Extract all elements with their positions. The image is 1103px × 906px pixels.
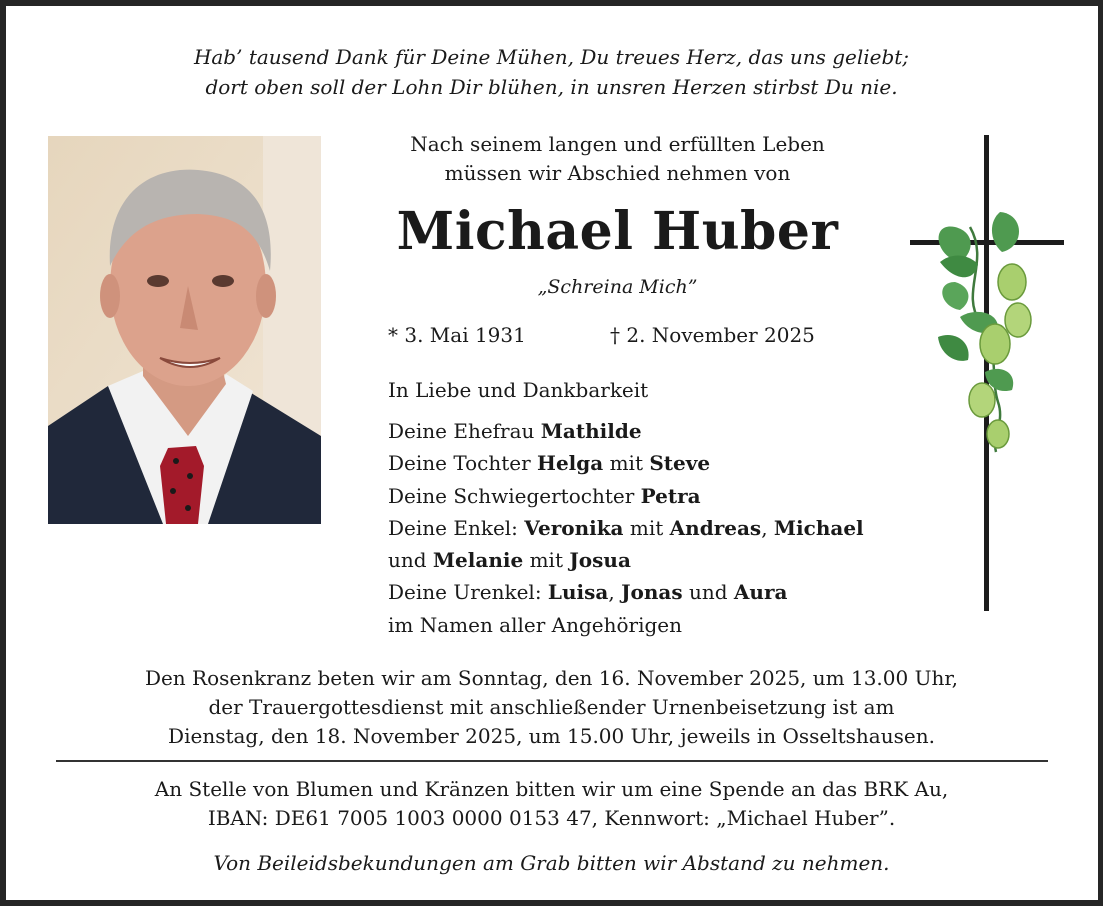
- relation-label: Deine Schwiegertochter: [388, 483, 641, 508]
- relation-label: Deine Urenkel:: [388, 580, 548, 605]
- service-info: [0, 664, 1103, 751]
- family-line-grandchildren-cont: [388, 544, 948, 576]
- mourner-name: Petra: [640, 483, 701, 508]
- poem-line: dort oben soll der Lohn Dir blühen, in unsren Herzen stirbst Du nie.: [205, 75, 898, 99]
- deceased-name: Michael Huber: [396, 201, 839, 262]
- death-date: † 2. November 2025: [610, 323, 815, 347]
- family-line-daughter-in-law: [388, 480, 948, 512]
- mourner-name: Veronika: [524, 515, 624, 540]
- mourner-name: Andreas: [669, 515, 762, 540]
- condolence-note: Von Beileidsbekundungen am Grab bitten wir Abstand zu nehmen.: [213, 851, 890, 875]
- donation-line: IBAN: DE61 7005 1003 0000 0153 47, Kennwort: „Michael Huber”.: [207, 806, 896, 830]
- mourner-name: Luisa: [547, 580, 609, 605]
- mourner-name: Josua: [569, 548, 631, 573]
- intro-line: Nach seinem langen und erfüllten Leben: [410, 132, 825, 156]
- relation-label: Deine Tochter: [388, 451, 538, 476]
- cross-with-hops-icon: [900, 132, 1070, 617]
- mourner-name: Jonas: [621, 580, 683, 605]
- birth-date: * 3. Mai 1931: [388, 323, 526, 347]
- family-line-relatives: im Namen aller Angehörigen: [388, 612, 683, 637]
- signoff: In Liebe und Dankbarkeit: [388, 378, 649, 402]
- portrait-photo: [48, 136, 321, 524]
- donation-line: An Stelle von Blumen und Kränzen bitten wir um eine Spende an das BRK Au,: [154, 777, 949, 801]
- family-line-great-grandchildren: [388, 576, 948, 608]
- family-line-grandchildren: [388, 512, 948, 544]
- family-line-daughter: [388, 447, 948, 479]
- relation-label: Deine Ehefrau: [388, 419, 541, 443]
- donation-info: [0, 775, 1103, 833]
- poem: [0, 42, 1103, 102]
- service-line: der Trauergottesdienst mit anschließender Urnenbeisetzung ist am: [208, 695, 895, 719]
- family-line-wife: [388, 415, 948, 447]
- deceased-nickname: „Schreina Mich”: [537, 276, 698, 298]
- connector-text: und: [388, 548, 433, 573]
- connector-text: und: [682, 580, 734, 605]
- service-line: Den Rosenkranz beten wir am Sonntag, den 16. November 2025, um 13.00 Uhr,: [144, 666, 959, 690]
- mourner-name: Steve: [649, 451, 711, 476]
- connector-text: ,: [761, 515, 774, 540]
- connector-text: ,: [608, 580, 622, 605]
- poem-line: Hab’ tausend Dank für Deine Mühen, Du treues Herz, das uns geliebt;: [193, 45, 910, 69]
- connector-text: mit: [603, 451, 650, 476]
- mourner-name: Helga: [537, 451, 604, 476]
- intro-text: [345, 130, 890, 188]
- family-list: [388, 415, 948, 641]
- intro-line: müssen wir Abschied nehmen von: [444, 161, 791, 185]
- relation-label: Deine Enkel:: [388, 515, 525, 540]
- divider: [56, 760, 1048, 762]
- mourner-name: Aura: [733, 580, 788, 605]
- mourner-name: Michael: [773, 515, 864, 540]
- connector-text: mit: [623, 515, 670, 540]
- mourner-name: Mathilde: [540, 419, 642, 443]
- mourner-name: Melanie: [432, 548, 524, 573]
- service-line: Dienstag, den 18. November 2025, um 15.00 Uhr, jeweils in Osseltshausen.: [168, 724, 935, 748]
- connector-text: mit: [523, 548, 570, 573]
- portrait-illustration: [48, 136, 321, 524]
